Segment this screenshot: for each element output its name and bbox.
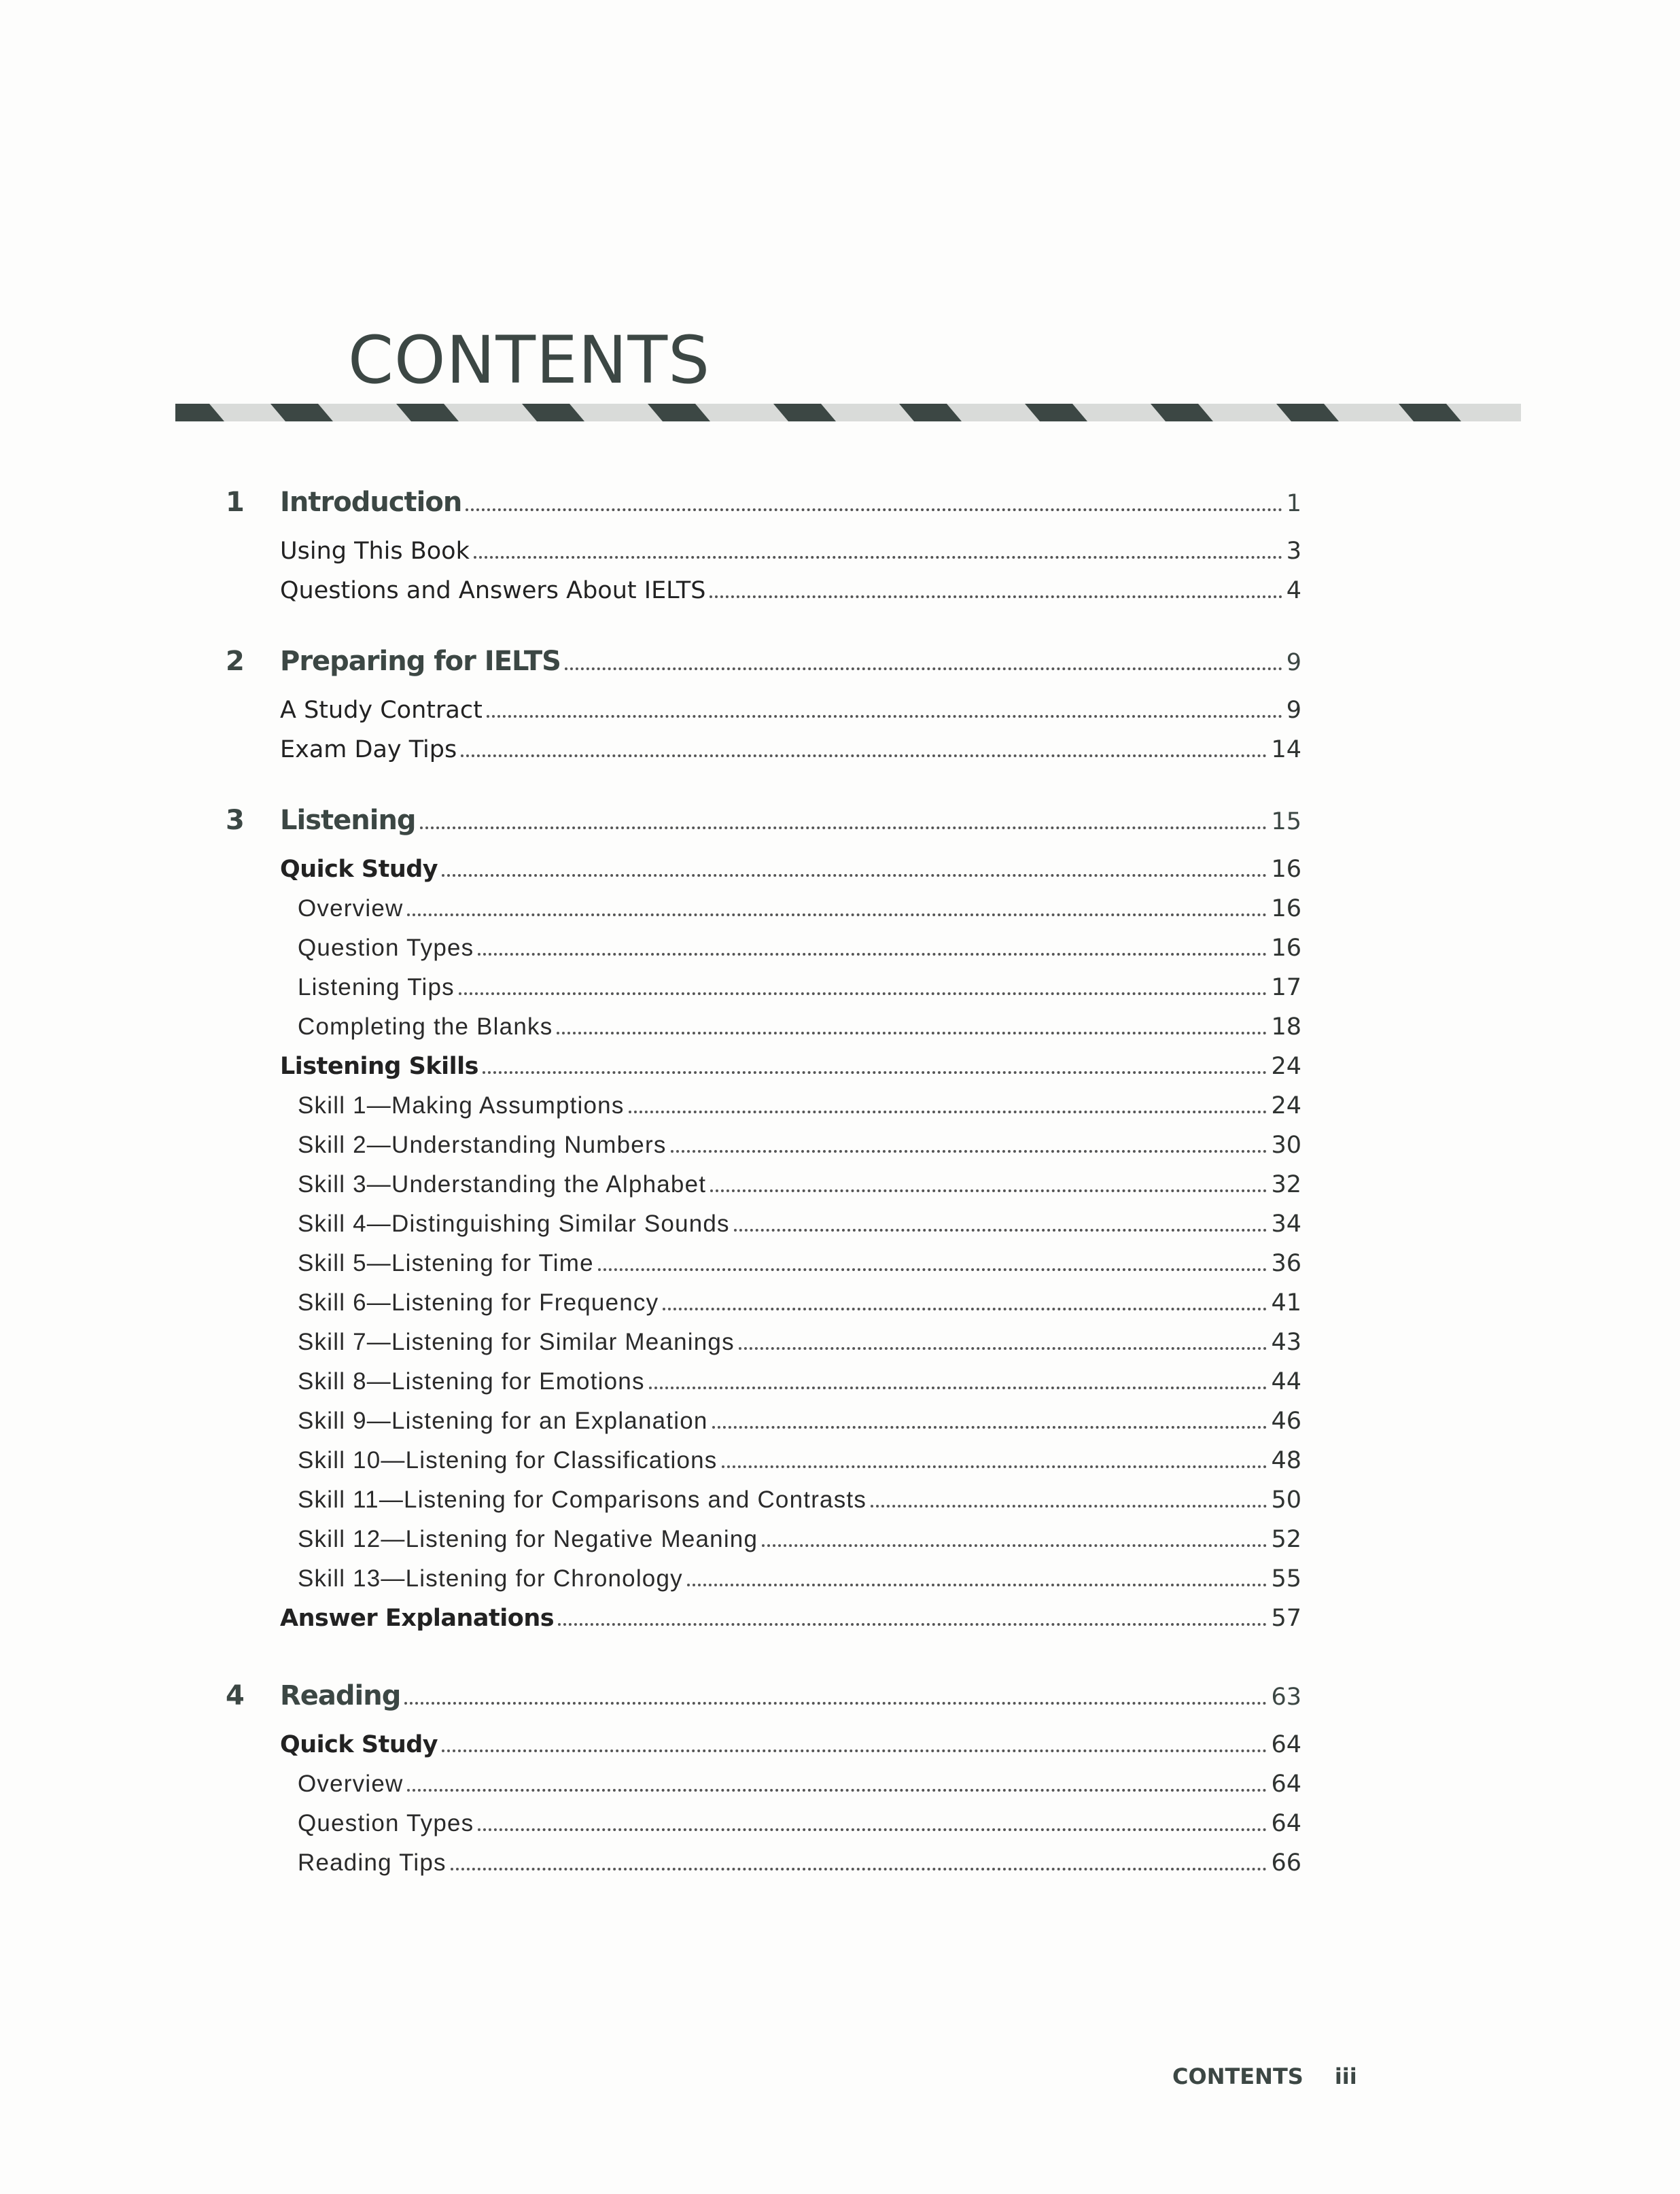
toc-entry-row[interactable] bbox=[0, 974, 1680, 1008]
entry-title: Skill 3—Understanding the Alphabet bbox=[298, 1171, 707, 1198]
decorative-stripe-divider bbox=[175, 404, 1521, 421]
dot-leader bbox=[483, 1070, 1267, 1074]
toc-link[interactable] bbox=[280, 577, 1301, 604]
entry-title: Overview bbox=[298, 895, 404, 922]
page-number: 3 bbox=[1286, 538, 1301, 565]
dot-leader bbox=[762, 1544, 1267, 1547]
toc-entry-row[interactable] bbox=[0, 1565, 1680, 1599]
entry-title: Skill 7—Listening for Similar Meanings bbox=[298, 1329, 735, 1355]
entry-title: Skill 1—Making Assumptions bbox=[298, 1092, 625, 1119]
entry-title: Listening Tips bbox=[298, 974, 455, 1000]
toc-link[interactable] bbox=[298, 1132, 1301, 1159]
page-number: 24 bbox=[1271, 1092, 1301, 1119]
page-number: 30 bbox=[1271, 1132, 1301, 1159]
entry-title: Skill 4—Distinguishing Similar Sounds bbox=[298, 1211, 730, 1237]
toc-link[interactable] bbox=[298, 1013, 1301, 1041]
toc-link[interactable] bbox=[298, 1289, 1301, 1317]
entry-title: Skill 5—Listening for Time bbox=[298, 1250, 594, 1276]
toc-entry-row[interactable] bbox=[0, 1605, 1680, 1639]
toc-entry-row[interactable] bbox=[0, 1526, 1680, 1560]
page-number: 43 bbox=[1271, 1329, 1301, 1356]
toc-link[interactable] bbox=[280, 856, 1301, 883]
page-number: 41 bbox=[1271, 1289, 1301, 1317]
entry-title: Exam Day Tips bbox=[280, 736, 457, 763]
footer-page-number: iii bbox=[1334, 2064, 1357, 2089]
dot-leader bbox=[407, 913, 1267, 916]
toc-entry-row[interactable] bbox=[0, 1132, 1680, 1166]
page-number: 52 bbox=[1271, 1526, 1301, 1553]
dot-leader bbox=[734, 1228, 1267, 1232]
dot-leader bbox=[598, 1268, 1267, 1271]
entry-title: Answer Explanations bbox=[280, 1605, 555, 1632]
toc-entry-row[interactable] bbox=[0, 1250, 1680, 1284]
toc-link[interactable] bbox=[280, 1731, 1301, 1758]
toc-entry-row[interactable] bbox=[0, 1368, 1680, 1402]
chapter-number: 2 bbox=[226, 646, 245, 677]
toc-entry-row[interactable] bbox=[0, 1171, 1680, 1205]
toc-entry-row[interactable] bbox=[0, 856, 1680, 890]
entry-title: Skill 13—Listening for Chronology bbox=[298, 1565, 683, 1592]
page-number: 44 bbox=[1271, 1368, 1301, 1395]
chapter-number: 3 bbox=[226, 805, 245, 836]
dot-leader bbox=[629, 1110, 1267, 1113]
toc-link[interactable] bbox=[280, 1605, 1301, 1632]
toc-link[interactable] bbox=[298, 1368, 1301, 1395]
entry-title: A Study Contract bbox=[280, 697, 483, 724]
dot-leader bbox=[710, 1189, 1267, 1192]
entry-title: Skill 10—Listening for Classifications bbox=[298, 1447, 718, 1474]
page-number: 46 bbox=[1271, 1408, 1301, 1435]
dot-leader bbox=[461, 754, 1267, 757]
page-footer bbox=[1172, 2064, 1357, 2089]
page-number: 14 bbox=[1271, 736, 1301, 763]
dot-leader bbox=[739, 1346, 1267, 1350]
toc-link[interactable] bbox=[298, 1526, 1301, 1553]
entry-title: Questions and Answers About IELTS bbox=[280, 577, 706, 604]
toc-entry-row[interactable] bbox=[0, 1013, 1680, 1047]
toc-link[interactable] bbox=[280, 1680, 1301, 1711]
toc-link[interactable] bbox=[280, 1053, 1301, 1080]
entry-title: Skill 9—Listening for an Explanation bbox=[298, 1408, 708, 1434]
diagonal-stripe-pattern-icon bbox=[175, 404, 1521, 421]
entry-title: Skill 2—Understanding Numbers bbox=[298, 1132, 667, 1158]
dot-leader bbox=[722, 1465, 1267, 1468]
entry-title: Overview bbox=[298, 1771, 404, 1797]
toc-link[interactable] bbox=[280, 736, 1301, 763]
dot-leader bbox=[671, 1149, 1267, 1153]
page-number: 16 bbox=[1271, 895, 1301, 922]
toc-entry-row[interactable] bbox=[0, 1731, 1680, 1765]
dot-leader bbox=[565, 667, 1282, 670]
entry-title: Question Types bbox=[298, 1810, 474, 1836]
dot-leader bbox=[558, 1622, 1267, 1626]
entry-title: Skill 6—Listening for Frequency bbox=[298, 1289, 659, 1316]
toc-link[interactable] bbox=[298, 1092, 1301, 1119]
dot-leader bbox=[871, 1504, 1267, 1508]
page-title: CONTENTS bbox=[348, 322, 711, 399]
toc-entry-row[interactable] bbox=[0, 1329, 1680, 1363]
toc-link[interactable] bbox=[298, 974, 1301, 1001]
page-number: 48 bbox=[1271, 1447, 1301, 1474]
dot-leader bbox=[442, 873, 1267, 877]
toc-link[interactable] bbox=[280, 805, 1301, 836]
dot-leader bbox=[442, 1749, 1267, 1752]
toc-entry-row[interactable] bbox=[0, 1289, 1680, 1323]
toc-link[interactable] bbox=[298, 1810, 1301, 1837]
page-number: 16 bbox=[1271, 856, 1301, 883]
toc-link[interactable] bbox=[298, 1771, 1301, 1798]
toc-chapter-row[interactable] bbox=[0, 1680, 1680, 1714]
toc-link[interactable] bbox=[298, 1250, 1301, 1277]
entry-title: Preparing for IELTS bbox=[280, 646, 561, 677]
entry-title: Skill 8—Listening for Emotions bbox=[298, 1368, 645, 1395]
page-number: 55 bbox=[1271, 1565, 1301, 1592]
toc-entry-row[interactable] bbox=[0, 538, 1680, 572]
page-number: 63 bbox=[1271, 1684, 1301, 1711]
page-number: 36 bbox=[1271, 1250, 1301, 1277]
toc-entry-row[interactable] bbox=[0, 1771, 1680, 1805]
page-number: 64 bbox=[1271, 1771, 1301, 1798]
toc-link[interactable] bbox=[298, 1408, 1301, 1435]
toc-link[interactable] bbox=[280, 646, 1301, 677]
toc-entry-row[interactable] bbox=[0, 1211, 1680, 1244]
toc-chapter-row[interactable] bbox=[0, 805, 1680, 839]
toc-link[interactable] bbox=[298, 1329, 1301, 1356]
page-number: 9 bbox=[1286, 697, 1301, 724]
toc-entry-row[interactable] bbox=[0, 697, 1680, 731]
dot-leader bbox=[478, 1828, 1267, 1831]
page-number: 50 bbox=[1271, 1486, 1301, 1514]
dot-leader bbox=[420, 826, 1267, 829]
entry-title: Quick Study bbox=[280, 856, 438, 883]
page-number: 34 bbox=[1271, 1211, 1301, 1238]
page-number: 32 bbox=[1271, 1171, 1301, 1198]
toc-link[interactable] bbox=[280, 697, 1301, 724]
entry-title: Listening Skills bbox=[280, 1053, 478, 1080]
toc-link[interactable] bbox=[298, 1849, 1301, 1877]
dot-leader bbox=[404, 1701, 1267, 1705]
dot-leader bbox=[466, 508, 1282, 511]
toc-chapter-row[interactable] bbox=[0, 646, 1680, 680]
dot-leader bbox=[474, 555, 1282, 559]
toc-link[interactable] bbox=[298, 1447, 1301, 1474]
toc-link[interactable] bbox=[298, 935, 1301, 962]
toc-link[interactable] bbox=[298, 1565, 1301, 1592]
toc-link[interactable] bbox=[298, 1211, 1301, 1238]
entry-title: Completing the Blanks bbox=[298, 1013, 553, 1040]
page-number: 1 bbox=[1286, 490, 1301, 517]
toc-entry-row[interactable] bbox=[0, 1408, 1680, 1442]
page-number: 16 bbox=[1271, 935, 1301, 962]
chapter-number: 1 bbox=[226, 487, 245, 518]
entry-title: Introduction bbox=[280, 487, 462, 518]
toc-entry-row[interactable] bbox=[0, 1810, 1680, 1844]
page-number: 9 bbox=[1286, 649, 1301, 676]
toc-link[interactable] bbox=[280, 538, 1301, 565]
page-number: 4 bbox=[1286, 577, 1301, 604]
page-number: 66 bbox=[1271, 1849, 1301, 1877]
toc-entry-row[interactable] bbox=[0, 1092, 1680, 1126]
toc-entry-row[interactable] bbox=[0, 1053, 1680, 1087]
entry-title: Skill 12—Listening for Negative Meaning bbox=[298, 1526, 758, 1552]
entry-title: Quick Study bbox=[280, 1731, 438, 1758]
entry-title: Using This Book bbox=[280, 538, 470, 565]
dot-leader bbox=[712, 1425, 1267, 1429]
entry-title: Reading Tips bbox=[298, 1849, 447, 1876]
dot-leader bbox=[649, 1386, 1267, 1389]
entry-title: Skill 11—Listening for Comparisons and Contrasts bbox=[298, 1486, 867, 1513]
footer-section-label: CONTENTS bbox=[1172, 2064, 1303, 2089]
toc-entry-row[interactable] bbox=[0, 1486, 1680, 1520]
entry-title: Listening bbox=[280, 805, 416, 836]
entry-title: Question Types bbox=[298, 935, 474, 961]
page-number: 57 bbox=[1271, 1605, 1301, 1632]
toc-link[interactable] bbox=[280, 487, 1301, 518]
entry-title: Reading bbox=[280, 1680, 401, 1711]
page-number: 64 bbox=[1271, 1731, 1301, 1758]
dot-leader bbox=[487, 714, 1282, 718]
dot-leader bbox=[451, 1867, 1267, 1870]
dot-leader bbox=[478, 952, 1267, 956]
toc-link[interactable] bbox=[298, 1171, 1301, 1198]
dot-leader bbox=[687, 1583, 1267, 1586]
page-number: 64 bbox=[1271, 1810, 1301, 1837]
page-number: 15 bbox=[1271, 808, 1301, 835]
dot-leader bbox=[407, 1788, 1267, 1792]
toc-entry-row[interactable] bbox=[0, 736, 1680, 770]
toc-entry-row[interactable] bbox=[0, 577, 1680, 611]
page-number: 18 bbox=[1271, 1013, 1301, 1041]
toc-entry-row[interactable] bbox=[0, 935, 1680, 969]
toc-entry-row[interactable] bbox=[0, 895, 1680, 929]
dot-leader bbox=[557, 1031, 1267, 1034]
dot-leader bbox=[663, 1307, 1267, 1310]
dot-leader bbox=[710, 595, 1282, 598]
page-number: 24 bbox=[1271, 1053, 1301, 1080]
toc-link[interactable] bbox=[298, 1486, 1301, 1514]
toc-entry-row[interactable] bbox=[0, 1849, 1680, 1883]
toc-chapter-row[interactable] bbox=[0, 487, 1680, 521]
dot-leader bbox=[459, 992, 1267, 995]
toc-entry-row[interactable] bbox=[0, 1447, 1680, 1481]
toc-link[interactable] bbox=[298, 895, 1301, 922]
page-number: 17 bbox=[1271, 974, 1301, 1001]
chapter-number: 4 bbox=[226, 1680, 245, 1711]
